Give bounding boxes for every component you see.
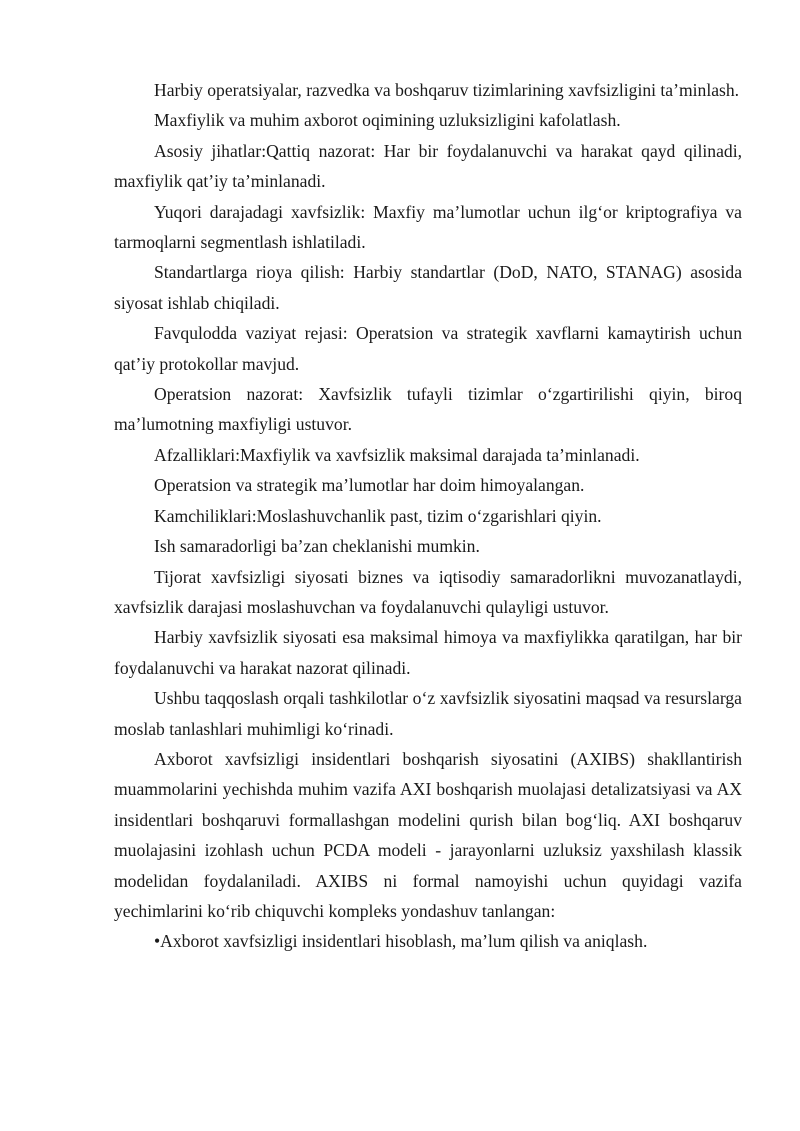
paragraph-13: Harbiy xavfsizlik siyosati esa maksimal himoya va maxfiylikka qaratilgan, har bir foydalanuvchi va harakat nazorat qilinadi. [114,627,742,678]
paragraph-7: Operatsion nazorat: Xavfsizlik tufayli tizimlar o‘zgartirilishi qiyin, biroq ma’lumotning maxfiyligi ustuvor. [114,384,742,435]
paragraph-4: Yuqori darajadagi xavfsizlik: Maxfiy ma’lumotlar uchun ilg‘or kriptografiya va tarmoqlarni segmentlash ishlatiladi. [114,201,742,253]
paragraph-3: Asosiy jihatlar:Qattiq nazorat: Har bir foydalanuvchi va harakat qayd qilinadi, maxfiylik qat’iy ta’minlanadi. [114,140,742,192]
paragraph-14: Ushbu taqqoslash orqali tashkilotlar o‘z xavfsizlik siyosatini maqsad va resurslarga moslab tanlashlari muhimligi ko‘rinadi. [114,688,742,739]
paragraph-15: Axborot xavfsizligi insidentlari boshqarish siyosatini (AXIBS) shakllantirish muammolarini yechishda muhim vazifa AXI boshqarish muolajasi detalizatsiyasi va AX insidentlari boshqaruvi formallashgan modelini qurish bilan bog‘liq. AXI boshqaruv muolajasini izohlash uchun PCDA modeli - jarayonlarni uzluksiz yaxshilash klassik modelidan foydalaniladi. AXIBS ni formal namoyishi uchun quyidagi vazifa yechimlarini ko‘rib chiquvchi kompleks yondashuv tanlangan: [114,748,742,921]
paragraph-8: Afzalliklari:Maxfiylik va xavfsizlik maksimal darajada ta’minlanadi. [154,444,640,465]
paragraph-11: Ish samaradorligi ba’zan cheklanishi mumkin. [154,536,480,557]
paragraph-6: Favqulodda vaziyat rejasi: Operatsion va strategik xavflarni kamaytirish uchun qat’iy protokollar mavjud. [114,323,742,374]
paragraph-16-bullet: •Axborot xavfsizligi insidentlari hisoblash, ma’lum qilish va aniqlash. [154,931,648,952]
paragraph-5: Standartlarga rioya qilish: Harbiy standartlar (DoD, NATO, STANAG) asosida siyosat ishlab chiqiladi. [114,262,742,313]
document-page [114,75,742,957]
paragraph-9: Operatsion va strategik ma’lumotlar har doim himoyalangan. [154,475,585,496]
paragraph-12: Tijorat xavfsizligi siyosati biznes va iqtisodiy samaradorlikni muvozanatlaydi, xavfsizlik darajasi moslashuvchan va foydalanuvchi qulayligi ustuvor. [114,566,742,617]
paragraph-1: Harbiy operatsiyalar, razvedka va boshqaruv tizimlarining xavfsizligini ta’minlash. [154,80,740,100]
paragraph-10: Kamchiliklari:Moslashuvchanlik past, tizim o‘zgarishlari qiyin. [154,505,602,526]
paragraph-2: Maxfiylik va muhim axborot oqimining uzluksizligini kafolatlash. [154,110,621,131]
